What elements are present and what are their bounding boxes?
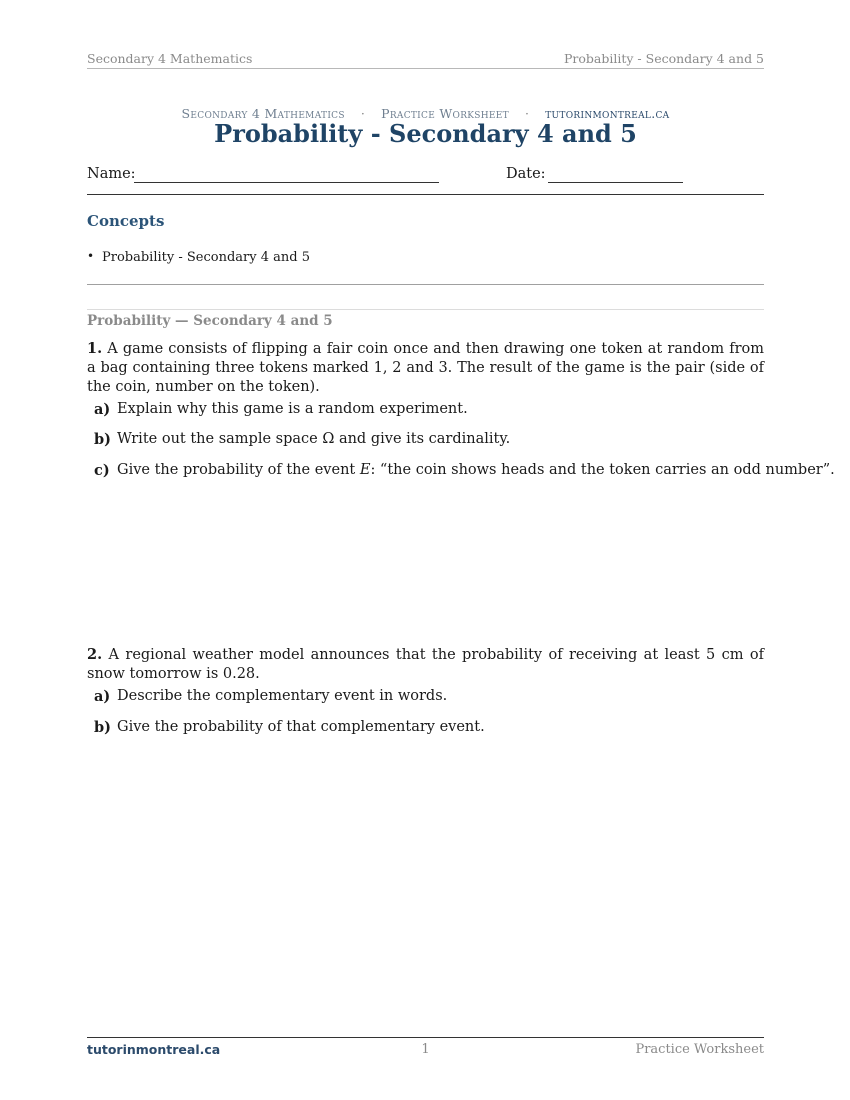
concepts-heading: Concepts	[87, 212, 165, 230]
part-label: b)	[94, 431, 111, 448]
kicker-separator: ·	[524, 106, 530, 121]
running-header-title: Probability - Secondary 4 and 5	[564, 51, 764, 66]
part-label: b)	[94, 719, 111, 736]
page-title: Probability - Secondary 4 and 5	[214, 119, 637, 148]
part-text-before: Give the probability of the event	[117, 462, 360, 478]
date-blank[interactable]	[548, 182, 683, 183]
question-number: 2.	[87, 646, 103, 663]
date-label: Date:	[506, 166, 546, 182]
section-heading: Probability — Secondary 4 and 5	[87, 313, 333, 329]
part-text-after: : “the coin shows heads and the token carries an odd number”.	[370, 462, 835, 478]
page-number: 1	[421, 1042, 430, 1057]
part-label: a)	[94, 688, 111, 705]
part-text: Explain why this game is a random experiment.	[117, 401, 468, 417]
part-text: Describe the complementary event in words.	[117, 688, 448, 704]
kicker-separator: ·	[360, 106, 366, 121]
question-2	[87, 645, 764, 684]
question-1	[87, 339, 764, 397]
footer-label: Practice Worksheet	[635, 1042, 764, 1057]
running-header	[87, 50, 764, 69]
footer-divider	[87, 1037, 764, 1038]
student-fields	[87, 166, 764, 188]
divider	[87, 309, 764, 310]
running-header-course: Secondary 4 Mathematics	[87, 51, 253, 66]
part-label: c)	[94, 462, 110, 479]
concept-text: Probability - Secondary 4 and 5	[102, 250, 310, 265]
question-text: A game consists of flipping a fair coin once and then drawing one token at random from a bag containing three tokens marked 1, 2 and 3. The result of the game is the pair (side of the coin, number on the token).	[87, 341, 764, 395]
event-variable: E	[359, 462, 371, 478]
kicker-course: Secondary 4 Mathematics	[181, 106, 345, 121]
question-text: A regional weather model announces that the probability of receiving at least 5 cm of snow tomorrow is 0.28.	[87, 647, 765, 682]
name-label: Name:	[87, 166, 136, 182]
kicker-site: tutorinmontreal.ca	[545, 106, 670, 121]
divider	[87, 194, 764, 195]
question-number: 1.	[87, 340, 103, 357]
kicker-type: Practice Worksheet	[381, 106, 509, 121]
part-text: Give the probability of that complementary event.	[117, 719, 485, 735]
page-footer	[87, 1042, 764, 1060]
footer-site: tutorinmontreal.ca	[87, 1042, 221, 1057]
worksheet-page	[87, 0, 835, 1100]
part-text	[117, 461, 835, 480]
name-blank[interactable]	[134, 182, 439, 183]
divider	[87, 284, 764, 285]
bullet-icon: •	[87, 249, 95, 263]
part-label: a)	[94, 401, 111, 418]
part-text: Write out the sample space Ω and give its cardinality.	[117, 431, 511, 447]
